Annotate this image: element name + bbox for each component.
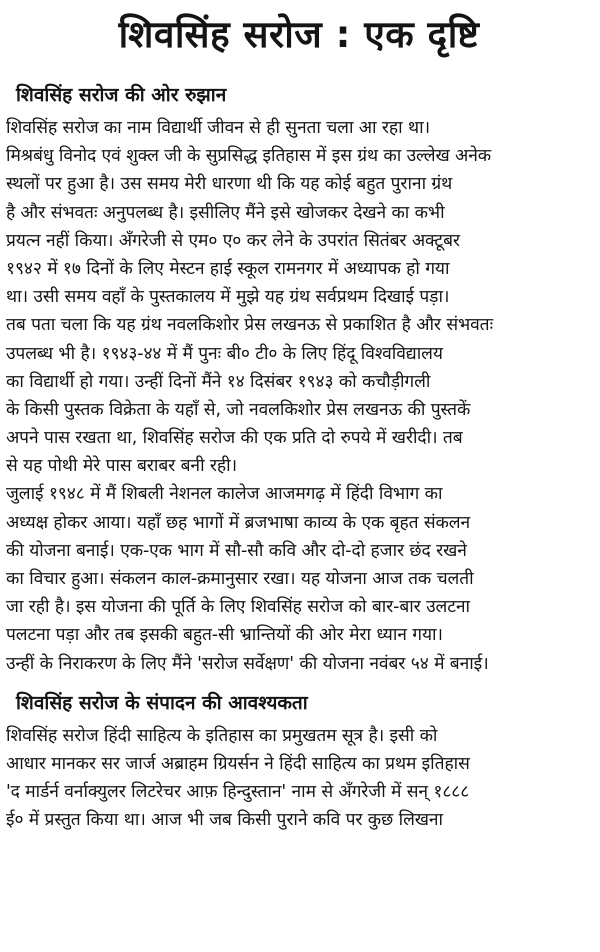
paragraph-2 — [6, 480, 592, 677]
text-line: प्रयत्न नहीं किया। अँगरेजी से एम० ए० कर लेने के उपरांत सितंबर अक्टूबर — [6, 230, 460, 251]
text-line: अपने पास रखता था, शिवसिंह सरोज की एक प्रति दो रुपये में खरीदी। तब — [6, 428, 463, 449]
text-line: शिवसिंह सरोज का नाम विद्यार्थी जीवन से ही सुनता चला आ रहा था। — [6, 118, 430, 138]
text-line: 'द मार्डर्न वर्नाक्युलर लिटरेचर आफ़ हिन्दुस्तान' नाम से अँगरेजी में सन् १८८८ — [6, 782, 470, 803]
text-line: के किसी पुस्तक विक्रेता के यहाँ से, जो नवलकिशोर प्रेस लखनऊ की पुस्तकें — [6, 399, 471, 420]
text-line: था। उसी समय वहाँ के पुस्तकालय में मुझे यह ग्रंथ सर्वप्रथम दिखाई पड़ा। — [6, 287, 450, 308]
text-line: उन्हीं के निराकरण के लिए मैंने 'सरोज सर्वेक्षण' की योजना नवंबर ५४ में बनाई। — [6, 653, 489, 674]
paragraph-1 — [6, 114, 592, 480]
text-line: मिश्रबंधु विनोद एवं शुक्ल जी के सुप्रसिद्ध इतिहास में इस ग्रंथ का उल्लेख अनेक — [6, 146, 492, 167]
text-line: स्थलों पर हुआ है। उस समय मेरी धारणा थी कि यह कोई बहुत पुराना ग्रंथ — [6, 174, 453, 195]
text-line: की योजना बनाई। एक-एक भाग में सौ-सौ कवि और दो-दो हजार छंद रखने — [6, 540, 467, 561]
text-line: ई० में प्रस्तुत किया था। आज भी जब किसी पुराने कवि पर कुछ लिखना — [6, 810, 443, 831]
section-heading-1: शिवसिंह सरोज की ओर रुझान — [16, 84, 227, 106]
section-heading-2: शिवसिंह सरोज के संपादन की आवश्यकता — [16, 691, 308, 714]
text-line: का विद्यार्थी हो गया। उन्हीं दिनों मैंने १४ दिसंबर १९४३ को कचौड़ीगली — [6, 371, 431, 392]
section-1 — [6, 82, 592, 678]
text-line: उपलब्ध भी है। १९४३-४४ में मैं पुनः बी० टी० के लिए हिंदू विश्वविद्यालय — [6, 343, 443, 364]
text-line: पलटना पड़ा और तब इसकी बहुत-सी भ्रान्तियों की ओर मेरा ध्यान गया। — [6, 625, 443, 646]
text-line: का विचार हुआ। संकलन काल-क्रमानुसार रखा। यह योजना आज तक चलती — [6, 569, 474, 589]
text-line: शिवसिंह सरोज हिंदी साहित्य के इतिहास का प्रमुखतम सूत्र है। इसी को — [6, 725, 438, 746]
document-page — [0, 12, 600, 952]
text-line: १९४२ में १७ दिनों के लिए मेस्टन हाई स्कूल रामनगर में अध्यापक हो गया — [6, 258, 450, 279]
text-line: से यह पोथी मेरे पास बराबर बनी रही। — [6, 456, 238, 477]
text-line: जा रही है। इस योजना की पूर्ति के लिए शिवसिंह सरोज को बार-बार उलटना — [6, 597, 470, 618]
text-line: जुलाई १९४८ में मैं शिबली नेशनल कालेज आजमगढ़ में हिंदी विभाग का — [6, 484, 443, 505]
text-line: है और संभवतः अनुपलब्ध है। इसीलिए मैंने इसे खोजकर देखने का कभी — [6, 202, 445, 223]
text-line: तब पता चला कि यह ग्रंथ नवलकिशोर प्रेस लखनऊ से प्रकाशित है और संभवतः — [6, 315, 493, 336]
text-line: आधार मानकर सर जार्ज अब्राहम ग्रियर्सन ने हिंदी साहित्य का प्रथम इतिहास — [6, 753, 470, 774]
paragraph-3 — [6, 722, 592, 835]
text-line: अध्यक्ष होकर आया। यहाँ छह भागों में ब्रजभाषा काव्य के एक बृहत संकलन — [6, 512, 471, 533]
section-2 — [6, 690, 592, 835]
page-title: शिवसिंह सरोज : एक दृष्टि — [118, 13, 480, 56]
